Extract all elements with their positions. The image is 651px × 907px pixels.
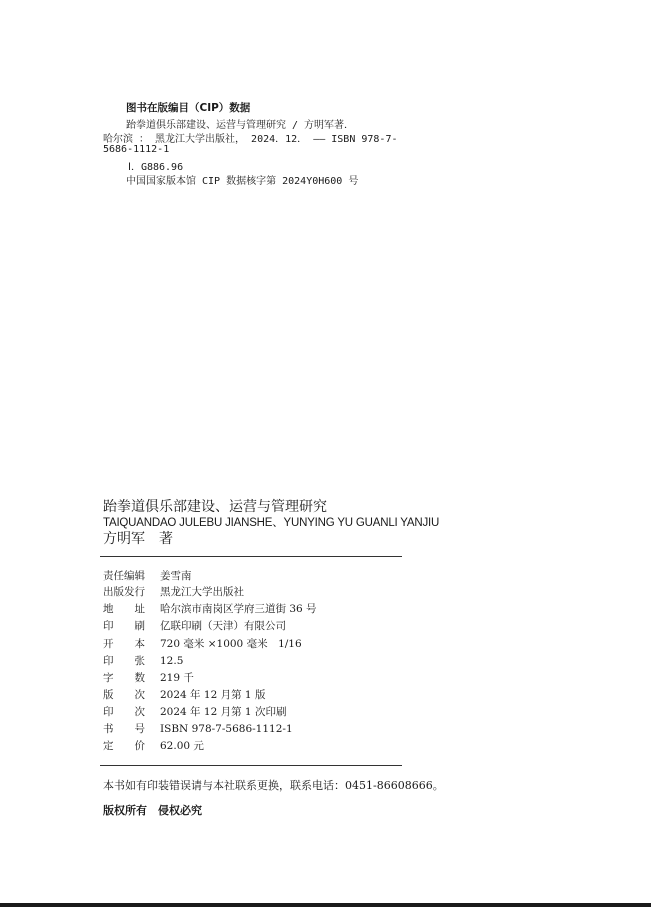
info-value: 亿联印刷（天津）有限公司 <box>160 620 286 632</box>
cip-line-isbn: 5686-1112-1 <box>103 144 170 155</box>
cip-line-classification: Ⅰ．G886.96 <box>128 162 184 173</box>
info-value: 720 毫米 ×1000 毫米 1/16 <box>160 638 302 650</box>
cip-line-book: 跆拳道俱乐部建设、运营与管理研究 / 方明军著． <box>126 120 355 131</box>
info-value: 12.5 <box>160 655 184 667</box>
divider-bottom <box>100 765 402 766</box>
info-value: 2024 年 12 月第 1 版 <box>160 689 266 701</box>
cip-line-record: 中国国家版本馆 CIP 数据核字第 2024Y0H600 号 <box>126 176 359 187</box>
info-value: 219 千 <box>160 672 194 684</box>
replacement-notice: 本书如有印装错误请与本社联系更换，联系电话：0451-86608666。 <box>103 779 444 792</box>
info-label: 印 次 <box>103 706 145 718</box>
cip-title: 图书在版编目（CIP）数据 <box>126 102 251 114</box>
info-value: 62.00 元 <box>160 740 204 752</box>
info-value: 姜雪南 <box>160 570 192 582</box>
book-title: 跆拳道俱乐部建设、运营与管理研究 <box>103 499 327 515</box>
info-label: 责任编辑 <box>103 570 145 582</box>
info-label: 开 本 <box>103 638 145 650</box>
info-value: 哈尔滨市南岗区学府三道街 36 号 <box>160 603 317 615</box>
book-author: 方明军 著 <box>103 531 173 547</box>
info-value: 黑龙江大学出版社 <box>160 586 244 598</box>
info-label: 定 价 <box>103 740 145 752</box>
info-label: 出版发行 <box>103 586 145 598</box>
info-label: 字 数 <box>103 672 145 684</box>
info-label: 书 号 <box>103 723 145 735</box>
info-label: 印 张 <box>103 655 145 667</box>
divider-top <box>100 556 402 557</box>
copyright-notice: 版权所有 侵权必究 <box>103 804 202 817</box>
cip-line-publisher: 哈尔滨 ： 黑龙江大学出版社， 2024．12． —— ISBN 978-7- <box>103 134 398 145</box>
info-label: 地 址 <box>103 603 145 615</box>
book-pinyin-title: TAIQUANDAO JULEBU JIANSHE、YUNYING YU GUANLI YANJIU <box>103 517 440 529</box>
info-value: ISBN 978-7-5686-1112-1 <box>160 723 293 735</box>
info-label: 印 刷 <box>103 620 145 632</box>
info-label: 版 次 <box>103 689 145 701</box>
page-bottom-edge <box>0 903 651 907</box>
info-value: 2024 年 12 月第 1 次印刷 <box>160 706 287 718</box>
